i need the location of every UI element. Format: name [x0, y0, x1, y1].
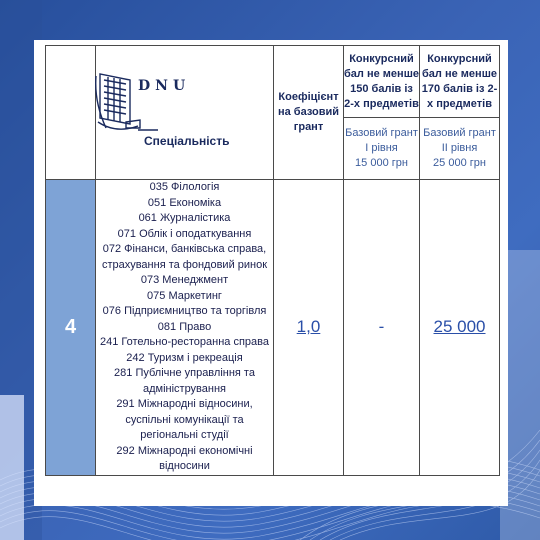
score170-cell [420, 180, 500, 476]
list-item: 076 Підприємництво та торгівля [102, 305, 267, 317]
svg-text:DNU: DNU [138, 78, 191, 94]
specialty-label: Спеціальність [144, 134, 230, 148]
list-item: 081 Право [157, 320, 212, 333]
list-item: 281 Публічне управління та [114, 367, 255, 379]
list-item: 071 Облік і оподаткування [117, 227, 252, 240]
grant1-header: Базовий грант І рівня 15 000 грн [344, 118, 420, 180]
list-item: відносини [159, 460, 210, 472]
specialty-list-cell [96, 180, 274, 476]
list-item: 051 Економіка [147, 196, 222, 209]
list-item: 241 Готельно-ресторанна справа [99, 336, 270, 348]
list-item: 061 Журналістика [138, 212, 231, 224]
specialty-header-cell [96, 46, 274, 180]
row-number: 4 [64, 315, 77, 338]
score150-value: - [378, 317, 385, 337]
number-header-cell [46, 46, 96, 180]
dnu-logo [96, 66, 191, 140]
list-item: 291 Міжнародні відносини, [116, 398, 253, 410]
list-item: суспільні комунікації та [125, 413, 244, 426]
grant2-header: Базовий грант ІІ рівня 25 000 грн [420, 118, 500, 180]
list-item: страхування та фондовий ринок [101, 258, 268, 271]
list-item: 035 Філологія [149, 181, 220, 193]
coefficient-cell [274, 180, 344, 476]
score170-value-link[interactable]: 25 000 [433, 317, 486, 337]
specialty-list [96, 180, 273, 475]
list-item: 072 Фінанси, банківська справа, [102, 243, 267, 255]
row-number-cell [46, 180, 96, 476]
coefficient-header: Коефіцієнт на базовий грант [274, 46, 344, 180]
list-item: 292 Міжнародні економічні [116, 444, 253, 457]
grant-table [45, 45, 500, 476]
list-item: 242 Туризм і рекреація [126, 351, 243, 364]
score150-header: Конкурсний бал не менше 150 балів із 2-х предметів [344, 46, 420, 118]
grant-card [34, 40, 508, 506]
coefficient-value-link[interactable]: 1,0 [296, 317, 321, 337]
score170-header: Конкурсний бал не менше 170 балів із 2-х предметів [420, 46, 500, 118]
list-item: 075 Маркетинг [147, 289, 222, 302]
list-item: регіональні студії [140, 429, 229, 441]
list-item: 073 Менеджмент [140, 274, 229, 286]
score150-cell [344, 180, 420, 476]
list-item: адміністрування [142, 382, 227, 395]
